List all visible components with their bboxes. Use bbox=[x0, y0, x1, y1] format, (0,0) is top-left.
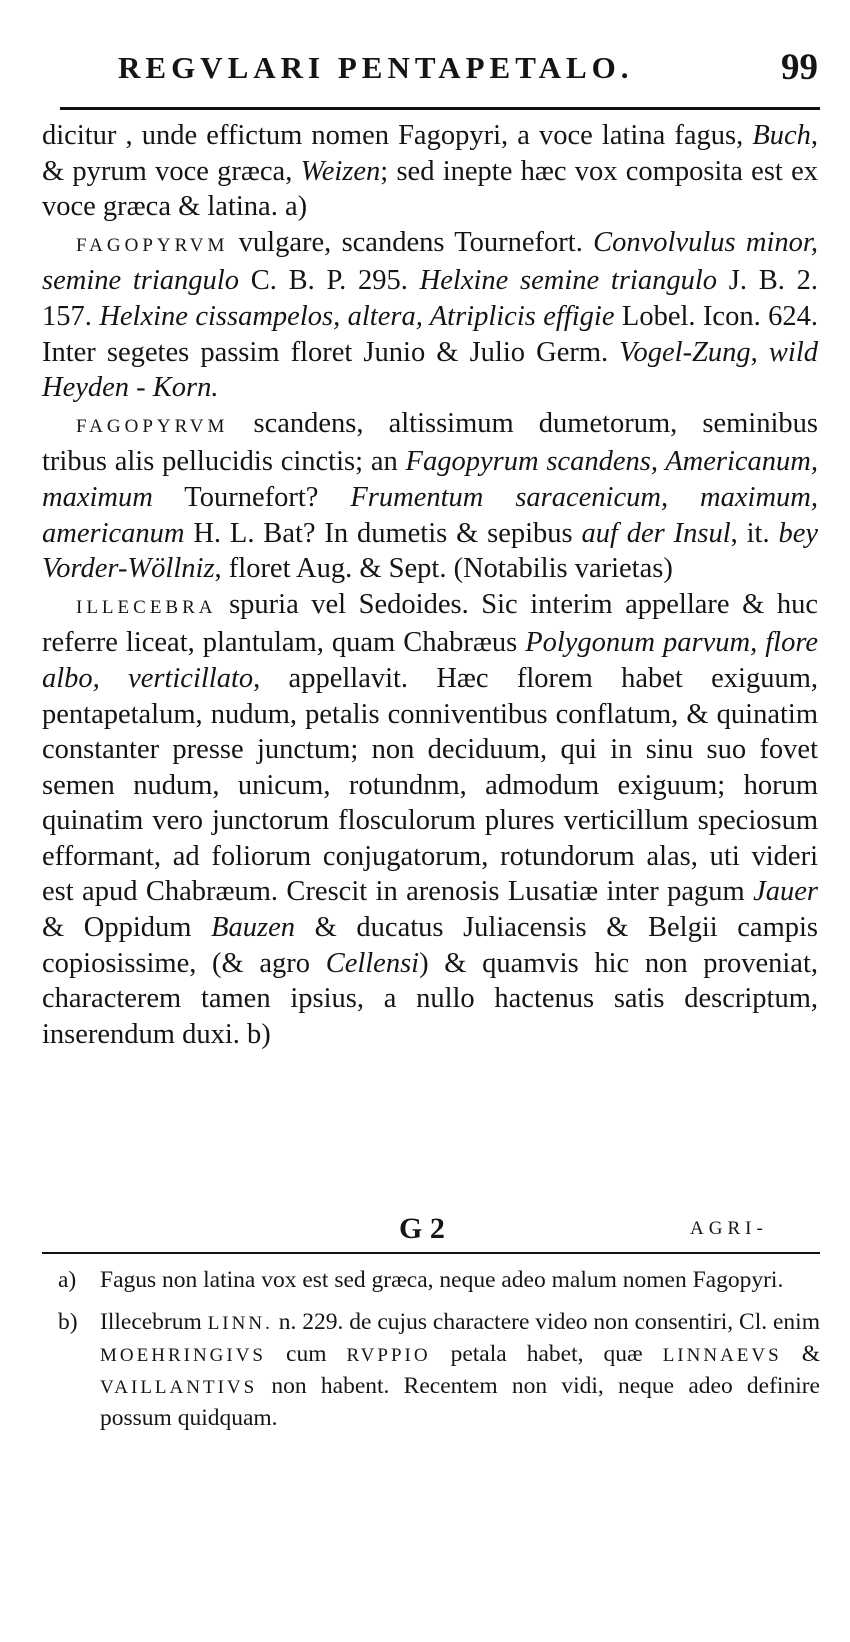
page-header bbox=[118, 42, 818, 102]
running-title: REGVLARI PENTAPETALO. bbox=[118, 50, 634, 85]
main-text bbox=[42, 118, 818, 1052]
footnote-mark: a) bbox=[58, 1267, 77, 1293]
footnote-mark: b) bbox=[58, 1309, 78, 1335]
entry-illecebra: ILLECEBRA spuria vel Sedoides. Sic interim appellare & huc referre liceat, plantulam, quam Chabræus Polygonum parvum, flore albo, verticillato, appellavit. Hæc florem habet exiguum, pentapetalum, nudum, petalis conniventibus conflatum, & quinatim constanter presse junctum; non deciduum, qui in sinu suo fovet semen nudum, unicum, rotundnm, admodum exiguum; horum quinatim vero junctorum flosculorum plures verticillum speciosum efformant, ad foliorum conjugatorum, rotundorum alas, uti videri est apud Chabræum. Crescit in arenosis Lusatiæ inter pagum Jauer & Oppidum Bauzen & ducatus Juliacensis & Belgii campis copiosissime, (& agro Cellensi) & quamvis hic non proveniat, characterem tamen ipsius, a nullo hactenus satis descriptum, inserendum duxi. b) bbox=[42, 588, 819, 1050]
signature-mark: G 2 bbox=[399, 1212, 445, 1245]
footnote-b bbox=[58, 1307, 820, 1433]
footnote-a bbox=[58, 1265, 820, 1295]
catchword: AGRI- bbox=[690, 1218, 768, 1239]
footnote-text: Illecebrum LINN. n. 229. de cujus charactere video non consentiri, Cl. enim MOEHRINGIVS cum RVPPIO petala habet, quæ LINNAEVS & VAILLANTIVS non habent. Recentem non vidi, neque adeo definire possum quidquam. bbox=[100, 1309, 820, 1431]
footnote-rule bbox=[42, 1252, 820, 1254]
entry-fagopyrum-scandens: FAGOPYRVM scandens, altissimum dumetorum, seminibus tribus alis pellucidis cinctis; an Fagopyrum scandens, Americanum, maximum Tournefort? Frumentum saracenicum, maximum, americanum H. L. Bat? In dumetis & sepibus auf der Insul, it. bey Vorder-Wöllniz, floret Aug. & Sept. (Notabilis varietas) bbox=[42, 407, 818, 585]
entry-lemma: ILLECEBRA bbox=[76, 596, 217, 618]
signature-line bbox=[0, 1212, 850, 1252]
page-number: 99 bbox=[781, 47, 818, 88]
footnote-text: Fagus non latina vox est sed græca, neque adeo malum nomen Fagopyri. bbox=[100, 1267, 784, 1293]
entry-fagopyrum-vulgare: FAGOPYRVM vulgare, scandens Tournefort. Convolvulus minor, semine triangulo C. B. P. 295. Helxine semine triangulo J. B. 2. 157. Helxine cissampelos, altera, Atriplicis effigie Lobel. Icon. 624. Inter segetes passim floret Junio & Julio Germ. Vogel-Zung, wild Heyden - Korn. bbox=[42, 226, 818, 404]
footnotes bbox=[58, 1265, 820, 1445]
entry-lemma: FAGOPYRVM bbox=[76, 234, 229, 256]
entry-lemma: FAGOPYRVM bbox=[76, 415, 229, 437]
header-rule bbox=[60, 107, 820, 110]
paragraph-fagopyri-etymology: dicitur , unde effictum nomen Fagopyri, a voce latina fagus, Buch, & pyrum voce græca, Weizen; sed inepte hæc vox composita est ex voce græca & latina. a) bbox=[42, 120, 818, 223]
